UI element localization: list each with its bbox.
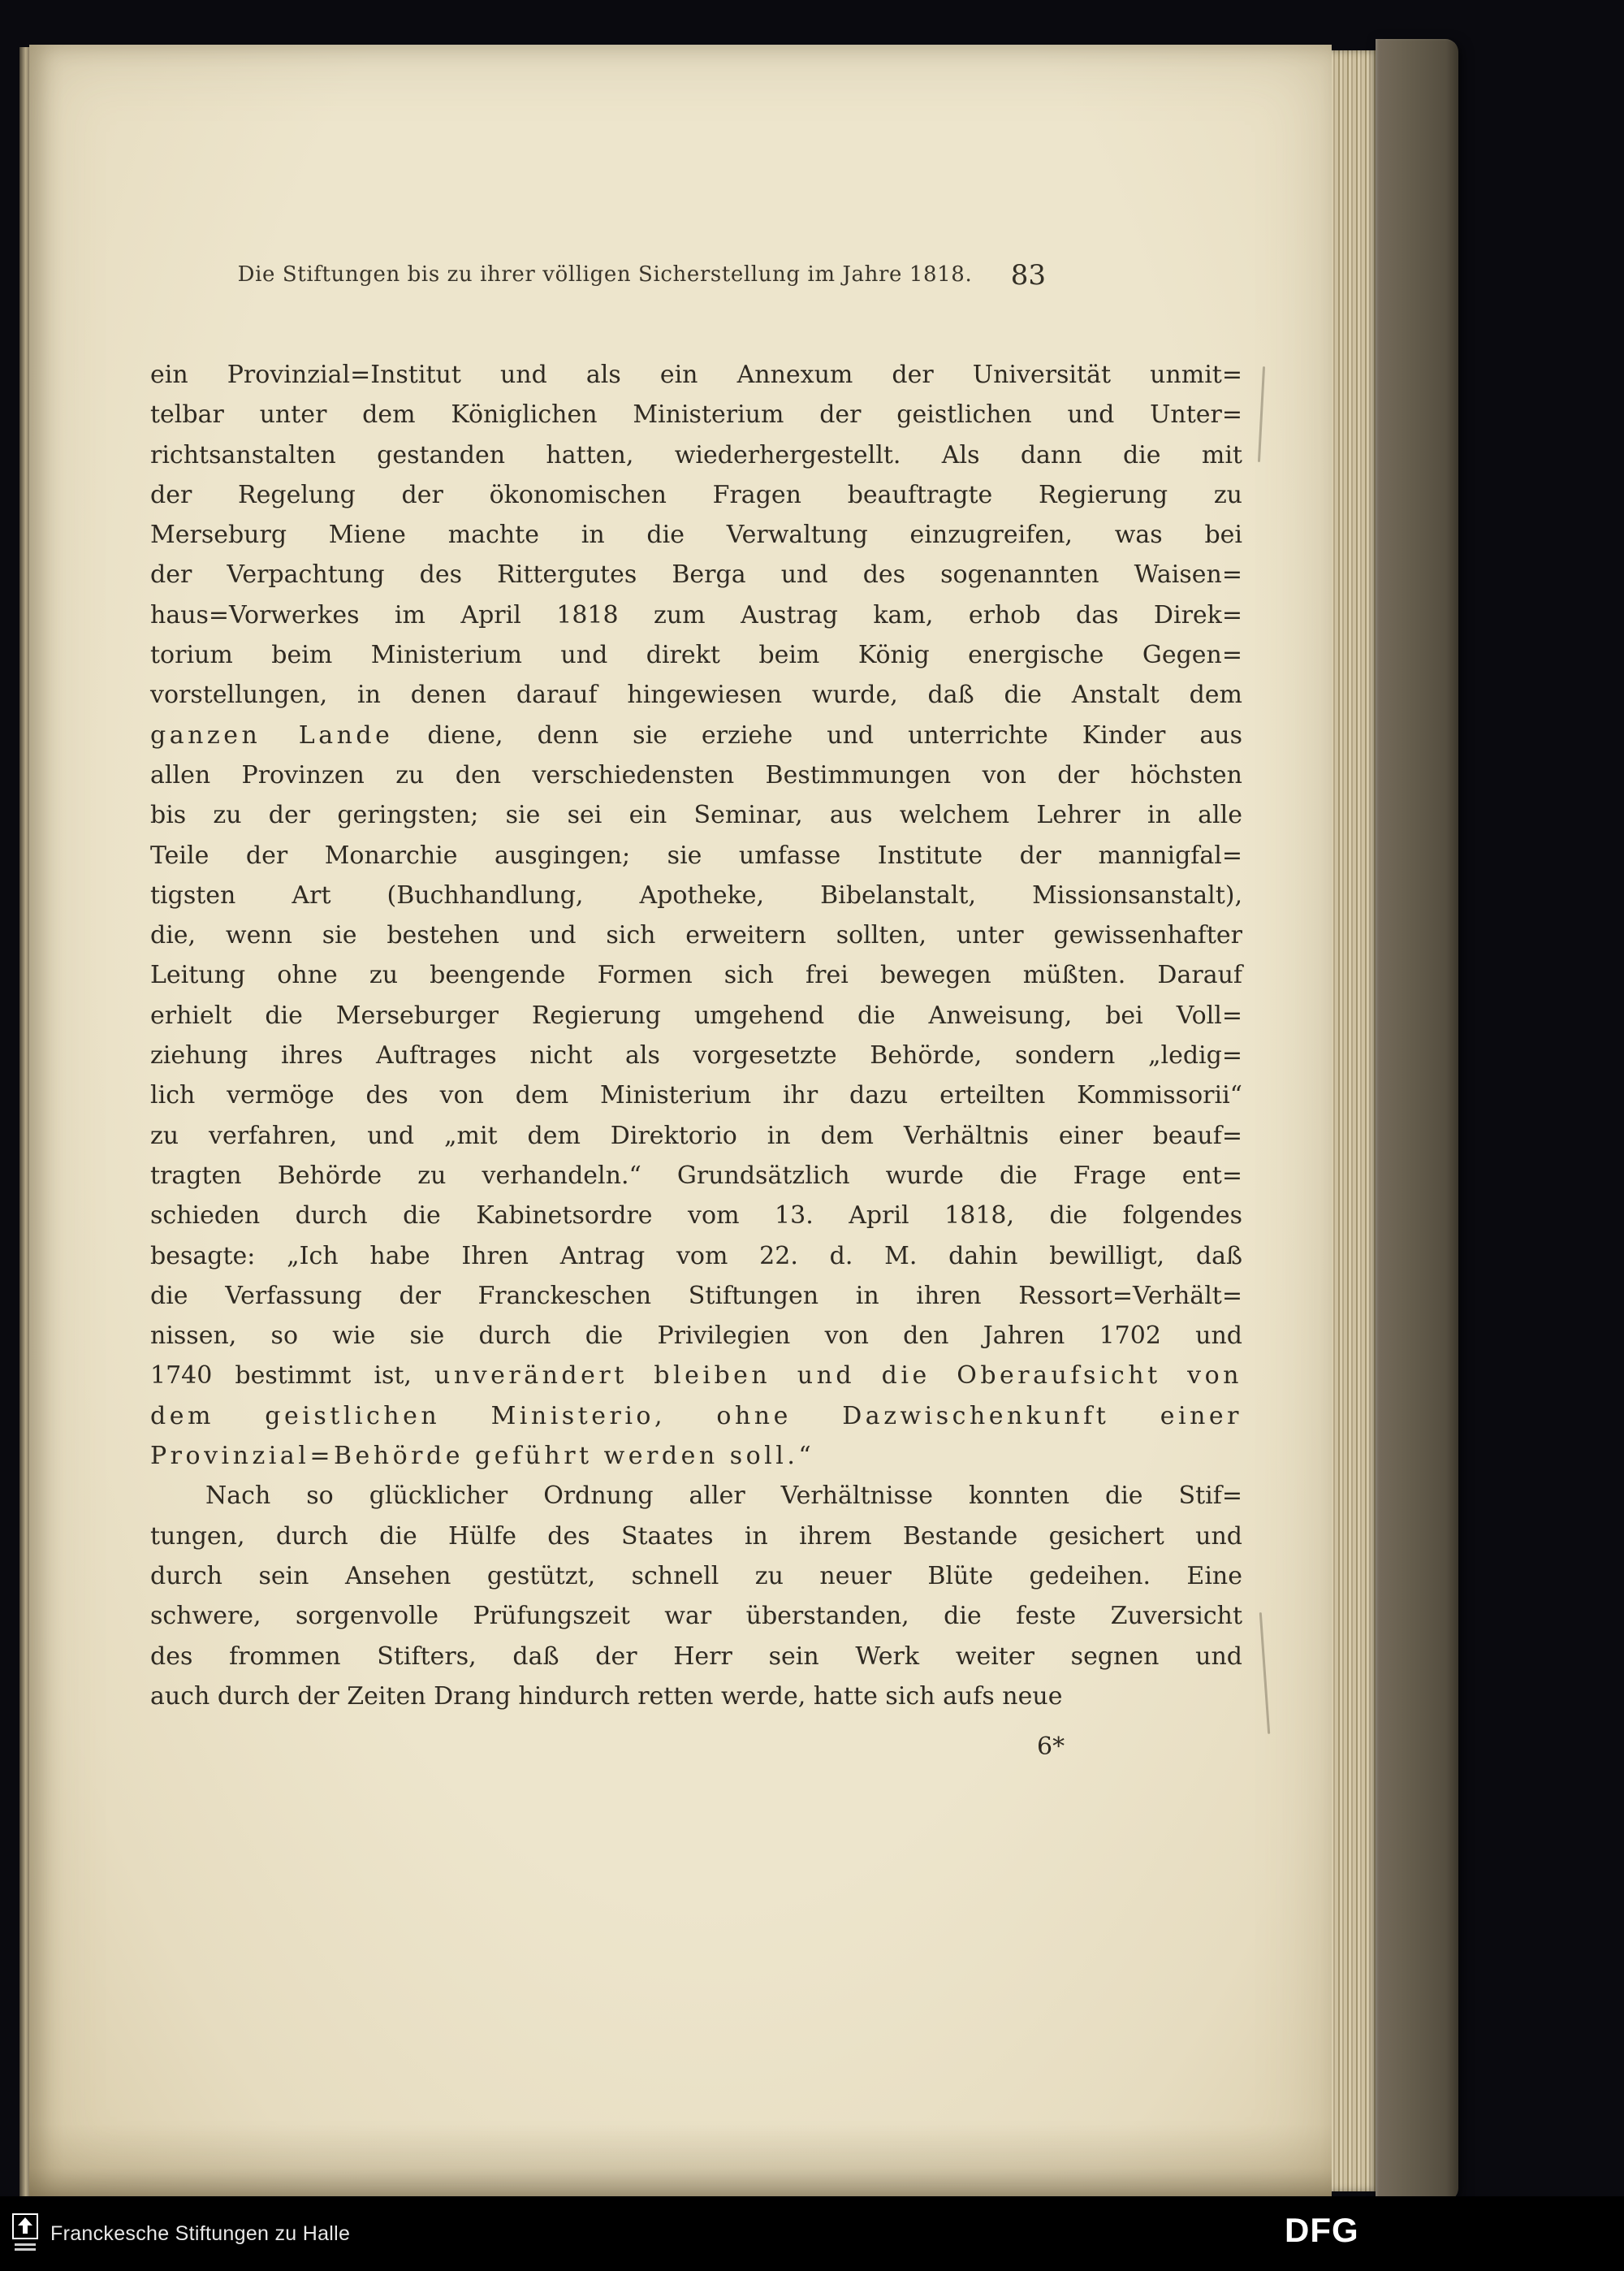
text-line: tungen, durch die Hülfe des Staates in ihrem Bestande gesichert und [150, 1521, 1242, 1551]
signature-mark: 6* [1037, 1732, 1065, 1761]
footer-bar [0, 2196, 1624, 2271]
text-line: torium beim Ministerium und direkt beim König energische Gegen= [150, 641, 1242, 670]
text-line: erhielt die Merseburger Regierung umgehend die Anweisung, bei Voll= [150, 1001, 1242, 1030]
text-line: auch durch der Zeiten Drang hindurch retten werde, hatte sich aufs neue [150, 1681, 1063, 1711]
text-line: ein Provinzial=Institut und als ein Annexum der Universität unmit= [150, 361, 1242, 389]
dfg-logo: DFG [1285, 2211, 1359, 2249]
text-line: zu verfahren, und „mit dem Direktorio in dem Verhältnis einer beauf= [150, 1121, 1242, 1150]
text-line: Provinzial=Behörde geführt werden soll.“ [150, 1442, 811, 1471]
book-cover-edge [1376, 39, 1458, 2201]
text-line: dem geistlichen Ministerio, ohne Dazwischenkunft einer [150, 1401, 1242, 1430]
text-line: richtsanstalten gestanden hatten, wiederhergestellt. Als dann die mit [150, 440, 1242, 469]
text-line: Merseburg Miene machte in die Verwaltung einzugreifen, was bei [150, 521, 1242, 550]
page-number: 83 [1010, 259, 1046, 292]
margin-scan-artifact [1258, 366, 1265, 462]
footer-attribution: Franckesche Stiftungen zu Halle [50, 2221, 351, 2245]
text-line: durch sein Ansehen gestützt, schnell zu neuer Blüte gedeihen. Eine [150, 1561, 1242, 1590]
text-line: nissen, so wie sie durch die Privilegien von den Jahren 1702 und [150, 1322, 1242, 1351]
text-line: des frommen Stifters, daß der Herr sein Werk weiter segnen und [150, 1642, 1242, 1671]
text-line: bis zu der geringsten; sie sei ein Seminar, aus welchem Lehrer in alle [150, 801, 1242, 830]
text-line: ganzen Lande diene, denn sie erziehe und unterrichte Kinder aus [150, 720, 1242, 750]
book-page [29, 45, 1332, 2197]
text-line: tigsten Art (Buchhandlung, Apotheke, Bibelanstalt, Missionsanstalt), [150, 880, 1242, 910]
running-header [150, 259, 1242, 298]
running-header-title: Die Stiftungen bis zu ihrer völligen Sicherstellung im Jahre 1818. [237, 262, 973, 287]
text-line: telbar unter dem Königlichen Ministerium der geistlichen und Unter= [150, 400, 1242, 430]
text-line: vorstellungen, in denen darauf hingewiesen wurde, daß die Anstalt dem [150, 681, 1242, 710]
text-line: Nach so glücklicher Ordnung aller Verhältnisse konnten die Stif= [205, 1482, 1242, 1511]
text-line: Leitung ohne zu beengende Formen sich frei bewegen müßten. Darauf [150, 961, 1242, 990]
text-line: schwere, sorgenvolle Prüfungszeit war überstanden, die feste Zuversicht [150, 1602, 1242, 1631]
margin-scan-artifact [1259, 1612, 1270, 1734]
franckesche-stiftungen-logo-icon [11, 2213, 39, 2255]
paragraph [150, 1476, 1242, 1716]
footer-left-group [0, 2213, 350, 2255]
text-line: tragten Behörde zu verhandeln.“ Grundsätzlich wurde die Frage ent= [150, 1161, 1242, 1190]
text-line: schieden durch die Kabinetsordre vom 13. April 1818, die folgendes [150, 1201, 1242, 1231]
text-line: Teile der Monarchie ausgingen; sie umfasse Institute der mannigfal= [150, 841, 1242, 870]
text-line: die Verfassung der Franckeschen Stiftungen in ihren Ressort=Verhält= [150, 1281, 1242, 1310]
text-line: die, wenn sie bestehen und sich erweitern sollten, unter gewissenhafter [150, 921, 1242, 950]
text-line: 1740 bestimmt ist, unverändert bleiben und die Oberaufsicht von [150, 1361, 1242, 1391]
text-line: haus=Vorwerkes im April 1818 zum Austrag kam, erhob das Direk= [150, 600, 1242, 629]
text-line: besagte: „Ich habe Ihren Antrag vom 22. d. M. dahin bewilligt, daß [150, 1241, 1242, 1270]
page-body-text [150, 355, 1242, 1716]
text-line: lich vermöge des von dem Ministerium ihr dazu erteilten Kommissorii“ [150, 1081, 1242, 1110]
paragraph [150, 355, 1242, 1476]
text-line: ziehung ihres Auftrages nicht als vorgesetzte Behörde, sondern „ledig= [150, 1041, 1242, 1071]
text-line: der Verpachtung des Rittergutes Berga und des sogenannten Waisen= [150, 560, 1242, 590]
text-line: der Regelung der ökonomischen Fragen beauftragte Regierung zu [150, 480, 1242, 509]
text-line: allen Provinzen zu den verschiedensten Bestimmungen von der höchsten [150, 760, 1242, 789]
